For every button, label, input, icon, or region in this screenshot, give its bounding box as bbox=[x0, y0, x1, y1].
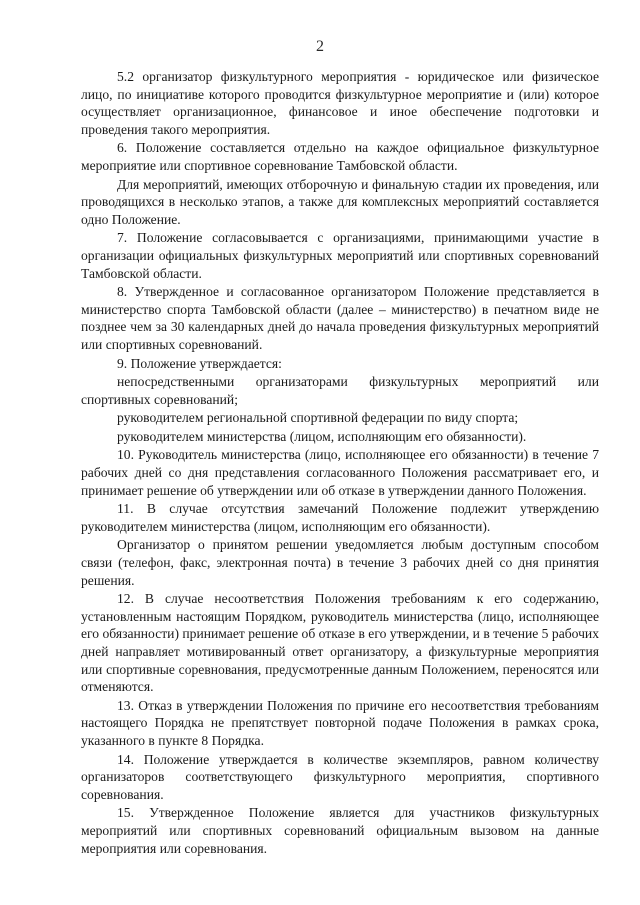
paragraph-5-2: 5.2 организатор физкультурного мероприятия - юридическое или физическое лицо, по инициативе которого проводится физкультурное мероприятие и (или) которое осуществляет организационное, финансовое и иное обеспечение подготовки и проведения такого мероприятия. bbox=[81, 69, 599, 137]
paragraph-9-item-2: руководителем региональной спортивной федерации по виду спорта; bbox=[117, 410, 519, 426]
page-number: 2 bbox=[316, 38, 324, 55]
paragraph-7: 7. Положение согласовывается с организациями, принимающими участие в организации официальных физкультурных мероприятий или спортивных соревнований Тамбовской области. bbox=[81, 230, 599, 281]
paragraph-13: 13. Отказ в утверждении Положения по причине его несоответствия требованиям настоящего Порядка не препятствует повторной подаче Положения в рамках срока, указанного в пункте 8 Порядка. bbox=[81, 697, 599, 748]
paragraph-10: 10. Руководитель министерства (лицо, исполняющее его обязанности) в течение 7 рабочих дней со дня представления согласованного Положения рассматривает его, и принимает решение об утверждении или об отказе в утверждении данного Положения. bbox=[81, 447, 599, 498]
paragraph-11-continued: Организатор о принятом решении уведомляется любым доступным способом связи (телефон, факс, электронная почта) в течение 3 рабочих дней со дня принятия решения. bbox=[81, 537, 599, 588]
paragraph-9-item-3: руководителем министерства (лицом, исполняющим его обязанности). bbox=[117, 428, 527, 444]
paragraph-12: 12. В случае несоответствия Положения требованиям к его содержанию, установленным настоящим Порядком, руководитель министерства (лицо, исполняющее его обязанности) принимает решение об отказе в его утверждении, и в течение 5 рабочих дней направляет мотивированный ответ организатору, а физкультурные мероприятия или спортивные соревнования, предусмотренные данным Положением, переносятся или отменяются. bbox=[81, 591, 599, 695]
paragraph-14: 14. Положение утверждается в количестве экземпляров, равном количеству организаторов соответствующего физкультурного мероприятия, спортивного соревнования. bbox=[81, 751, 599, 802]
paragraph-6: 6. Положение составляется отдельно на каждое официальное физкультурное мероприятие или спортивное соревнование Тамбовской области. bbox=[81, 140, 599, 173]
paragraph-8: 8. Утвержденное и согласованное организатором Положение представляется в министерство спорта Тамбовской области (далее – министерство) в печатном виде не позднее чем за 30 календарных дней до начала проведения физкультурных мероприятий или спортивных соревнований. bbox=[81, 284, 599, 352]
paragraph-9-item-1: непосредственными организаторами физкультурных мероприятий или спортивных соревнований; bbox=[81, 374, 599, 407]
document-body bbox=[81, 68, 599, 858]
paragraph-9: 9. Положение утверждается: bbox=[117, 355, 282, 371]
paragraph-15: 15. Утвержденное Положение является для участников физкультурных мероприятий или спортивных соревнований официальным вызовом на данные мероприятия или соревнования. bbox=[81, 805, 599, 856]
paragraph-6-continued: Для мероприятий, имеющих отборочную и финальную стадии их проведения, или проводящихся в несколько этапов, а также для комплексных мероприятий составляется одно Положение. bbox=[81, 176, 599, 227]
paragraph-11: 11. В случае отсутствия замечаний Положение подлежит утверждению руководителем министерства (лицом, исполняющим его обязанности). bbox=[81, 501, 599, 534]
